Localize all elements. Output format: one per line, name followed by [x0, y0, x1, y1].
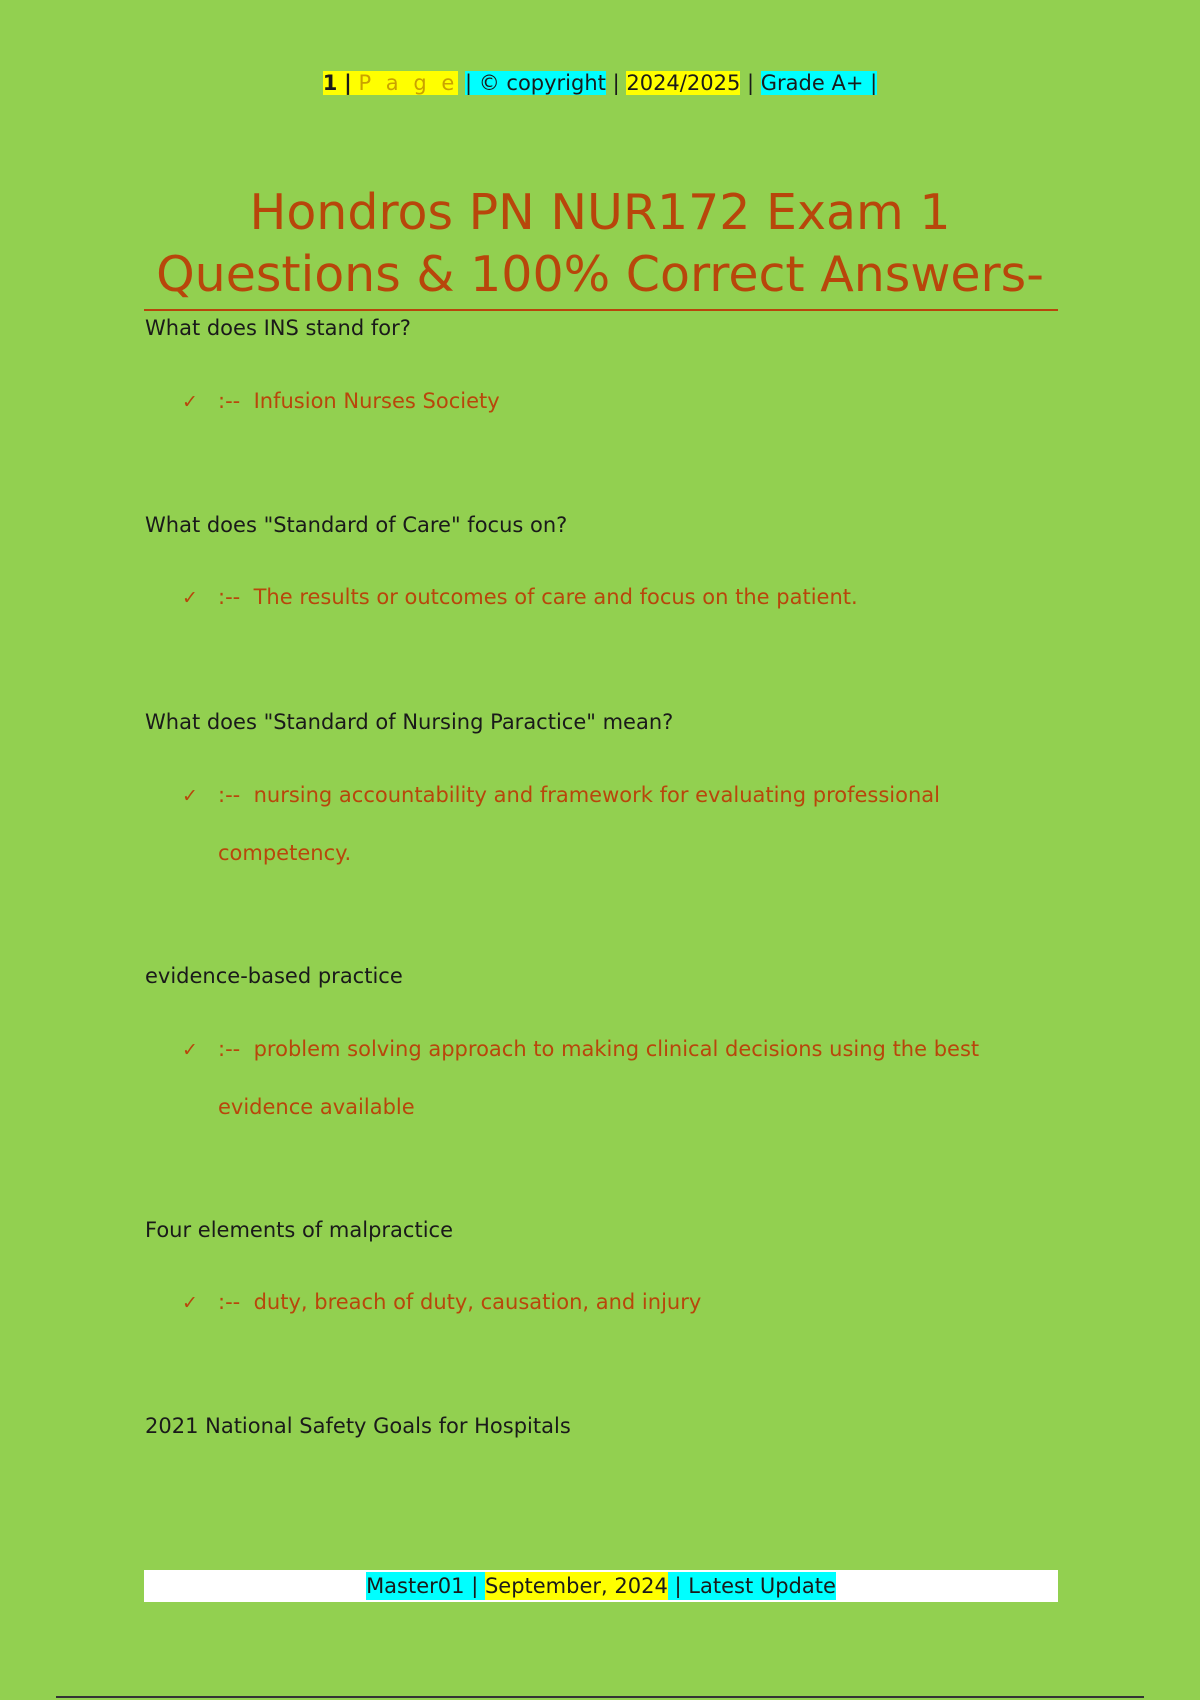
bottom-divider [56, 1696, 1144, 1698]
page-header [0, 68, 1200, 98]
answer-5 [182, 1274, 1042, 1332]
answer-text: nursing accountability and framework for evaluating professional [253, 783, 940, 807]
document-title: Hondros PN NUR172 Exam 1 Questions & 100% Correct Answers- [156, 184, 1044, 303]
answer-4-line-1 [182, 1021, 1042, 1079]
answer-4-line-2: evidence available [218, 1095, 415, 1119]
checkmark-icon: ✓ [182, 587, 198, 609]
grade-trail: | [870, 71, 878, 95]
answer-3 [182, 767, 1042, 882]
page-label: P a g e [358, 71, 459, 95]
answer-text: duty, breach of duty, causation, and injury [253, 1290, 702, 1314]
question-4: evidence-based practice [145, 964, 403, 988]
checkmark-icon: ✓ [182, 391, 198, 413]
answer-prefix: :-- [218, 585, 241, 609]
question-1: What does INS stand for? [145, 316, 411, 340]
answer-3-line-1 [182, 767, 1042, 825]
checkmark-icon: ✓ [182, 1292, 198, 1314]
question-2: What does "Standard of Care" focus on? [145, 513, 568, 537]
page-number: 1 [322, 71, 338, 95]
grade-label: Grade A+ [760, 71, 864, 95]
title-underline [144, 309, 1058, 311]
answer-2-line-1 [182, 569, 1042, 627]
answer-text: problem solving approach to making clinical decisions using the best [253, 1037, 980, 1061]
footer-divider-2: | [668, 1572, 688, 1600]
answer-prefix: :-- [218, 389, 241, 413]
footer-divider: | [465, 1572, 485, 1600]
answer-4 [182, 1021, 1042, 1136]
answer-prefix: :-- [218, 783, 241, 807]
answer-prefix: :-- [218, 1290, 241, 1314]
footer-author: Master01 [366, 1574, 465, 1598]
answer-prefix: :-- [218, 1037, 241, 1061]
page-number-divider: | [344, 71, 352, 95]
question-6: 2021 National Safety Goals for Hospitals [145, 1414, 571, 1438]
answer-text: Infusion Nurses Society [253, 389, 500, 413]
answer-5-line-1 [182, 1274, 1042, 1332]
page-footer [144, 1570, 1058, 1602]
answer-3-line-2: competency. [218, 841, 352, 865]
answer-1-line-1 [182, 373, 1042, 431]
grade-badge [761, 71, 877, 95]
answer-2 [182, 569, 1042, 627]
checkmark-icon: ✓ [182, 1039, 198, 1061]
header-divider-2: | [747, 71, 755, 95]
checkmark-icon: ✓ [182, 785, 198, 807]
question-3: What does "Standard of Nursing Paractice" mean? [145, 710, 674, 734]
page-number-badge [323, 71, 458, 95]
question-5: Four elements of malpractice [145, 1218, 453, 1242]
answer-text: The results or outcomes of care and focus on the patient. [253, 585, 858, 609]
copyright-badge: | © copyright [464, 71, 606, 95]
year-badge: 2024/2025 [626, 71, 741, 95]
header-divider: | [612, 71, 620, 95]
answer-1 [182, 373, 1042, 431]
footer-status: Latest Update [688, 1574, 836, 1598]
footer-date: September, 2024 [484, 1574, 668, 1598]
